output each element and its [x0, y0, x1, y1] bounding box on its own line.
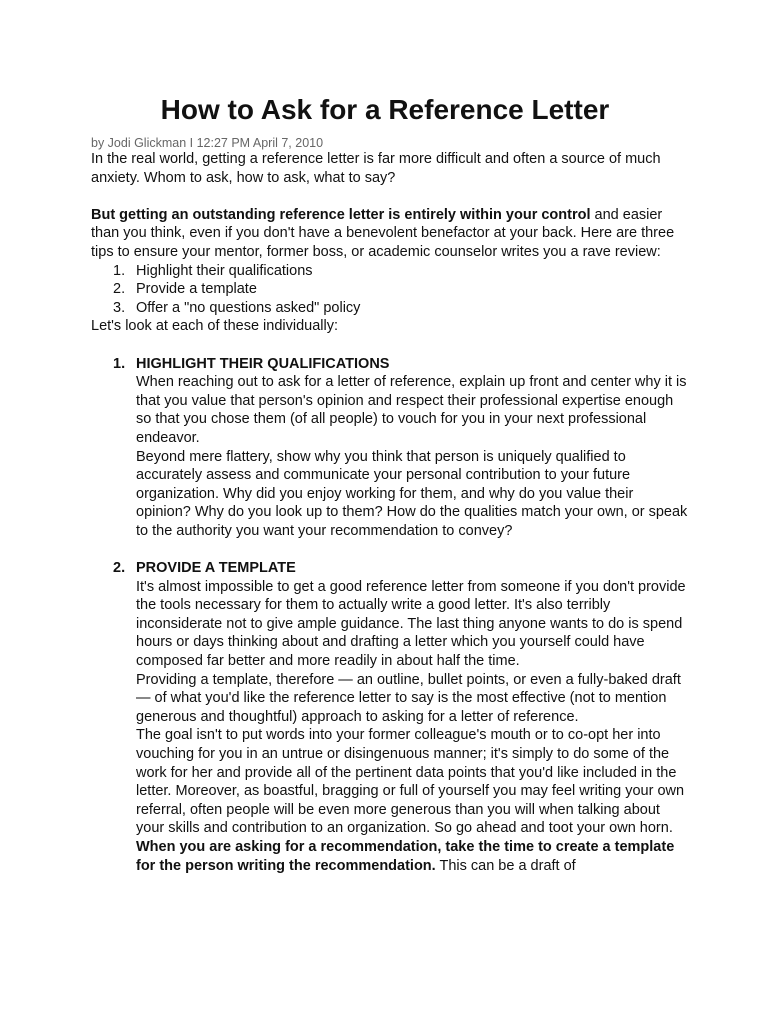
section-paragraph: The goal isn't to put words into your former colleague's mouth or to co-opt her into vouching for you in an untrue or disingenuous manner; it's simply to do some of the work for her and provide all of the pertinent data points that you'd like included in the letter. Moreover, as boastful, bragging or full of yourself you may feel writing your own referral, often people will be even more generous than you will when talking about your skills and contribution to an organization. So go ahead and toot your own horn.: [136, 727, 685, 837]
sections-list: [91, 355, 691, 876]
section-paragraph: [136, 838, 691, 875]
section-number: 1.: [113, 355, 126, 372]
tips-intro-bold: But getting an outstanding reference letter is entirely within your control: [91, 206, 591, 223]
list-number: 1.: [113, 262, 126, 279]
list-number: 3.: [113, 299, 126, 316]
list-item: [91, 280, 691, 299]
byline: by Jodi Glickman I 12:27 PM April 7, 2010: [91, 136, 324, 150]
section-highlight: [91, 355, 691, 560]
section-paragraph: Beyond mere flattery, show why you think that person is uniquely qualified to accurately assess and communicate your personal contribution to your future organization. Why did you enjoy working for them, and why do you value their opinion? Why do you look up to them? How do the qualities match your own, or speak to the authority you want your recommendation to convey?: [136, 448, 688, 539]
section-heading: HIGHLIGHT THEIR QUALIFICATIONS: [136, 355, 390, 372]
list-item: [91, 299, 691, 318]
tips-list: [91, 262, 691, 318]
list-number: 2.: [113, 281, 126, 298]
article-title: How to Ask for a Reference Letter: [160, 94, 610, 125]
list-text: Offer a "no questions asked" policy: [136, 299, 361, 316]
tips-intro-paragraph: [91, 206, 691, 262]
section-paragraph: It's almost impossible to get a good reference letter from someone if you don't provide the tools necessary for them to actually write a good letter. It's also terribly inconsiderate not to give ample guidance. The last thing anyone wants to do is spend hours or days thinking about and drafting a letter which you yourself could have composed far better and more readily in about half the time.: [136, 578, 686, 670]
lead-in-text: Let's look at each of these individually:: [91, 318, 339, 335]
article-body: [91, 150, 691, 875]
list-text: Provide a template: [136, 281, 257, 298]
intro-paragraph: In the real world, getting a reference letter is far more difficult and often a source of much anxiety. Whom to ask, how to ask, what to say?: [91, 151, 661, 186]
tips-intro-rest: and easier than you think, even if you don't have a benevolent benefactor at your back. Here are three tips to ensure your mentor, former boss, or academic counselor writes you a rave review:: [91, 206, 675, 260]
section-paragraph: When reaching out to ask for a letter of reference, explain up front and center why it is that you value that person's opinion and respect their professional expertise enough so that you chose them (of all people) to vouch for you in your next professional endeavor.: [136, 374, 687, 446]
section-bold-text: When you are asking for a recommendation, take the time to create a template for the person writing the recommendation.: [136, 838, 675, 874]
section-number: 2.: [113, 560, 126, 577]
section-paragraph: Providing a template, therefore — an outline, bullet points, or even a fully-baked draft — of what you'd like the reference letter to say is the most effective (not to mention generous and thoughtful) approach to asking for a letter of reference.: [136, 671, 681, 725]
list-item: [91, 262, 691, 281]
section-template: [91, 559, 691, 875]
list-text: Highlight their qualifications: [136, 262, 313, 279]
section-heading: PROVIDE A TEMPLATE: [136, 560, 296, 577]
section-rest-text: This can be a draft of: [435, 857, 576, 874]
